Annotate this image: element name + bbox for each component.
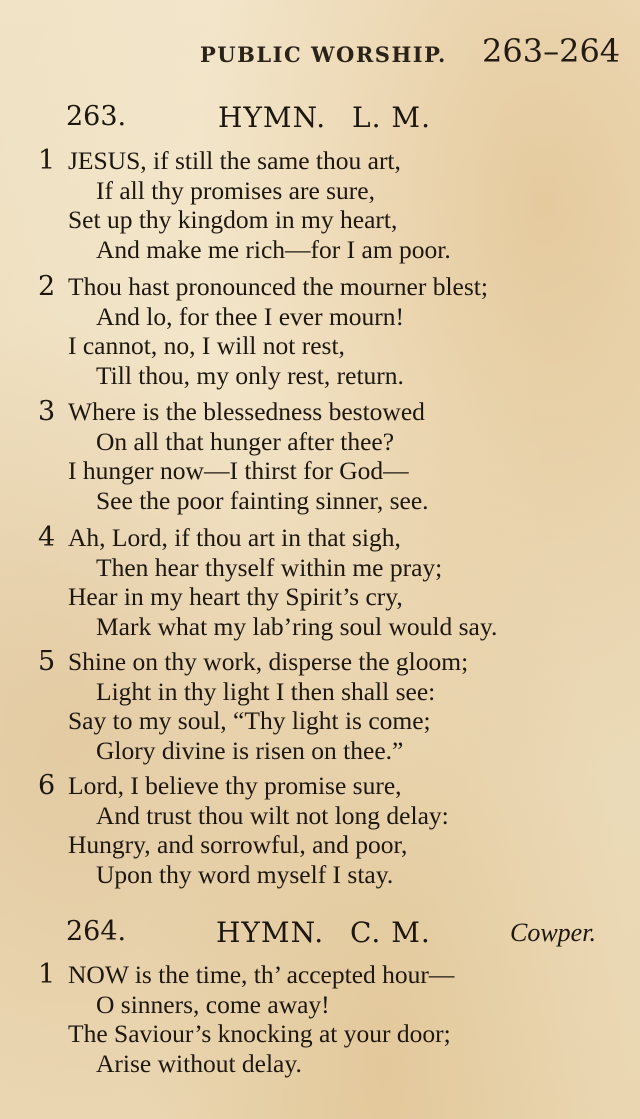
running-title: PUBLIC WORSHIP. (200, 42, 447, 67)
verse-line: The Saviour’s knocking at your door; (68, 1019, 451, 1048)
verse-line: See the poor fainting sinner, see. (96, 485, 429, 515)
hymn-label: HYMN. (218, 101, 327, 134)
hymn-264-header (0, 916, 640, 956)
verse-line: Lord, I believe thy promise sure, (68, 771, 402, 800)
stanza-number: 4 (38, 522, 56, 553)
verse-line: If all thy promises are sure, (96, 175, 375, 205)
hymn-label: HYMN. (216, 916, 325, 949)
stanza-number: 3 (38, 396, 56, 427)
verse-line: Say to my soul, “Thy light is come; (68, 706, 431, 735)
hymn-meter: L. M. (352, 101, 431, 134)
verse-line: And make me rich—for I am poor. (96, 234, 451, 264)
verse-line: Set up thy kingdom in my heart, (68, 205, 398, 234)
verse-line: I hunger now—I thirst for God— (68, 456, 409, 485)
verse-line: And trust thou wilt not long delay: (96, 800, 449, 830)
stanza-number: 5 (38, 646, 56, 677)
verse-line: I cannot, no, I will not rest, (68, 331, 345, 360)
verse-line: On all that hunger after thee? (96, 426, 395, 456)
verse-line: Shine on thy work, disperse the gloom; (68, 647, 469, 676)
stanza-number: 1 (38, 145, 56, 176)
verse-line: Arise without delay. (96, 1048, 302, 1078)
verse-line: Thou hast pronounced the mourner blest; (68, 272, 488, 301)
verse-line: And lo, for thee I ever mourn! (96, 301, 405, 331)
verse-line: Where is the blessedness bestowed (68, 397, 425, 426)
verse-line: Then hear thyself within me pray; (96, 552, 443, 582)
verse-line: Mark what my lab’ring soul would say. (96, 611, 498, 641)
verse-line: NOW is the time, th’ accepted hour— (68, 960, 455, 989)
stanza-number: 2 (38, 271, 56, 302)
stanza-number: 6 (38, 770, 56, 801)
verse-line: Till thou, my only rest, return. (96, 360, 404, 390)
verse-line: Ah, Lord, if thou art in that sigh, (68, 523, 401, 552)
stanza-number: 1 (38, 959, 56, 990)
verse-line: O sinners, come away! (96, 989, 330, 1019)
verse-line: Light in thy light I then shall see: (96, 676, 436, 706)
hymn-number: 263. (66, 101, 127, 132)
verse-line: Hungry, and sorrowful, and poor, (68, 830, 408, 859)
page-range: 263–264 (482, 32, 621, 70)
hymn-number: 264. (66, 916, 127, 947)
verse-line: Hear in my heart thy Spirit’s cry, (68, 582, 403, 611)
verse-line: Upon thy word myself I stay. (96, 859, 394, 889)
verse-line: JESUS, if still the same thou art, (68, 146, 401, 175)
verse-line: Glory divine is risen on thee.” (96, 735, 404, 765)
hymn-meter: C. M. (350, 916, 431, 949)
hymn-263-header (0, 101, 640, 141)
hymn-author: Cowper. (510, 918, 596, 947)
